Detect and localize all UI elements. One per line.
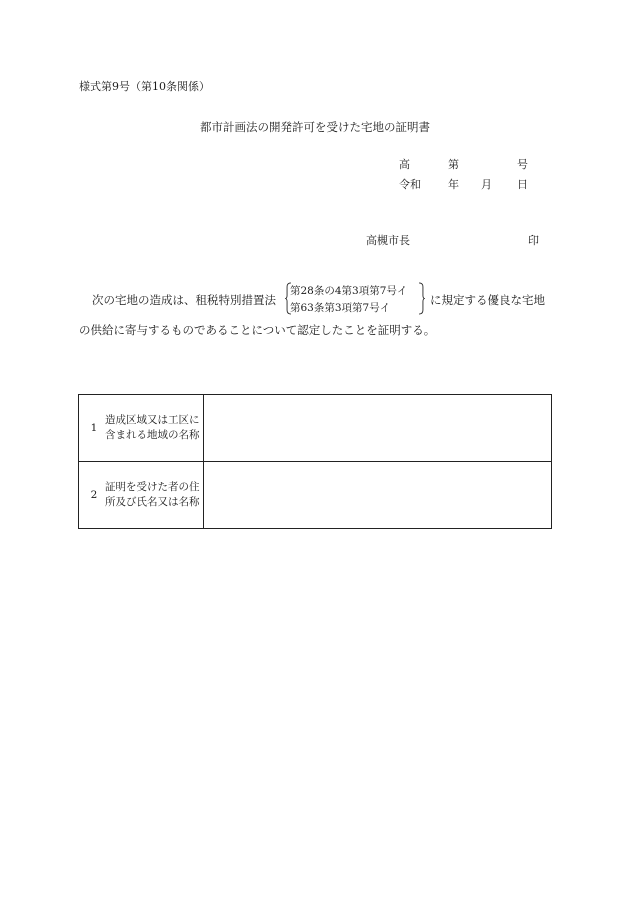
body-text-line-2: の供給に寄与するものであることについて認定したことを証明する。	[79, 323, 436, 337]
doc-number-suffix: 号	[517, 158, 528, 171]
table-row	[79, 395, 552, 462]
row-value-cell[interactable]	[204, 462, 552, 529]
law-reference-2: 第63条第3項第7号イ	[290, 302, 391, 314]
body-text-lead: 次の宅地の造成は、租税特別措置法	[92, 293, 276, 307]
doc-number-mid: 第	[448, 158, 459, 171]
row-label: 造成区域又は工区に含まれる地域の名称	[105, 414, 200, 441]
body-text-continuation: に規定する優良な宅地	[430, 293, 545, 307]
doc-number-prefix: 高	[399, 158, 410, 171]
row-number: 1	[90, 422, 98, 434]
seal-mark: 印	[528, 234, 539, 247]
date-year: 年	[448, 178, 459, 191]
form-number-label: 様式第9号（第10条関係）	[79, 80, 210, 93]
row-label: 証明を受けた者の住所及び氏名又は名称	[105, 481, 200, 508]
document-number-line	[399, 156, 529, 172]
date-month: 月	[481, 178, 492, 191]
date-day: 日	[517, 178, 528, 191]
certificate-table	[78, 394, 552, 529]
law-reference-1: 第28条の4第3項第7号イ	[290, 285, 408, 297]
row-number: 2	[90, 489, 98, 501]
table-row	[79, 462, 552, 529]
document-title: 都市計画法の開発許可を受けた宅地の証明書	[200, 120, 430, 134]
row-value-cell[interactable]	[204, 395, 552, 462]
document-date-line	[399, 176, 529, 192]
date-era: 令和	[399, 178, 421, 191]
row-header-cell	[79, 395, 204, 462]
issuer-name: 高槻市長	[366, 234, 410, 247]
row-header-cell	[79, 462, 204, 529]
